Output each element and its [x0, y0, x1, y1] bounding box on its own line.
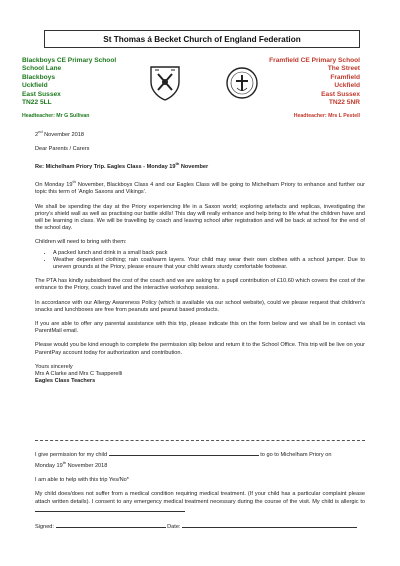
paragraph: We shall be spending the day at the Priory experiencing life in a Saxon world; exploring artefacts and replicas, investigating the priory’s shield wall as well as practising our battle skills! This day will really enhance and help bring to life what the children have and will be learning in class. We will be travelling by coach and leaving school after registration and will be back at school for the end of the school day.: [35, 203, 365, 232]
permission-date-line: Monday 19th November 2018: [35, 460, 108, 470]
address-line: East Sussex: [22, 90, 61, 98]
signature-line: Signed: Date:: [35, 522, 365, 531]
address-line: Uckfield: [22, 82, 48, 90]
letter-date: 2nd November 2018: [35, 129, 84, 138]
address-line: TN22 5LL: [22, 99, 52, 107]
permission-line: I give permission for my child to go to Michelham Priory on: [35, 452, 332, 458]
blackboys-shield-logo: [148, 64, 182, 107]
blackboys-address: [22, 57, 116, 107]
letter-body: [35, 128, 365, 385]
framfield-seal-logo: [225, 64, 259, 107]
address-line: The Street: [327, 65, 360, 73]
help-question: I am able to help with this trip Yes/No*: [35, 477, 129, 484]
paragraph: On Monday 19th November, Blackboys Class 4 and our Eagles Class will be going to Michelham Priory to enhance and further our topic this term of ‘Anglo Saxons and Vikings’.: [35, 179, 365, 196]
salutation: Dear Parents / Carers: [35, 146, 90, 153]
address-line: School Lane: [22, 65, 62, 73]
tear-off-divider: [35, 440, 365, 441]
closing: Yours sincerely: [35, 363, 73, 370]
address-line: Uckfield: [334, 82, 360, 90]
signatories: Mrs A Clarke and Mrs C Tsapperelli: [35, 371, 123, 378]
address-line: Blackboys: [22, 73, 55, 81]
permission-slip: [35, 450, 365, 531]
paragraph: In accordance with our Allergy Awareness Policy (which is available via our school website), could we please request that children’s snacks and lunchboxes are free from peanuts and peanut based products.: [35, 299, 365, 313]
team-name: Eagles Class Teachers: [35, 378, 96, 385]
paragraph: The PTA has kindly subsidised the cost of the coach and we are asking for a pupil contribution of £10.60 which covers the cost of the entrance to the Priory, coach travel and the interactive workshop sessions.: [35, 278, 365, 292]
paragraph: Please would you be kind enough to complete the permission slip below and return it to the School Office. This trip will be live on your ParentPay account today for authorization and contribution.: [35, 342, 366, 356]
blackboys-headteacher: Headteacher: Mr G Sullivan: [22, 113, 90, 119]
address-line: Blackboys CE Primary School: [22, 57, 117, 64]
letter-subject: Re: Michelham Priory Trip. Eagles Class - Monday 19th November: [35, 161, 209, 171]
bring-list: [35, 250, 365, 272]
address-line: Framfield: [330, 73, 360, 81]
allergy-field[interactable]: [35, 506, 185, 512]
list-item: • A packed lunch and drink in a small back pack: [53, 250, 365, 257]
medical-statement: My child does/does not suffer from a medical condition requiring medical treatment. (If your child has a particular complaint please attach written details). I consent to any emergency medical treatment necessary during the course of the visit. My child is allergic to: [35, 491, 365, 515]
paragraph: Children will need to bring with them:: [35, 239, 127, 246]
framfield-headteacher: Headteacher: Mrs L Pestell: [293, 113, 360, 119]
date-field[interactable]: [182, 522, 357, 528]
signature-field[interactable]: [56, 522, 166, 528]
framfield-address: [269, 57, 360, 107]
child-name-field[interactable]: [109, 450, 259, 456]
address-line: East Sussex: [321, 90, 360, 98]
list-item: • Weather dependent clothing; rain coat/warm layers. Your child may wear their own clothes with a school jumper. Due to uneven grounds at the Priory, please ensure that your child wears sturdy comfortable footwear.: [53, 257, 365, 271]
address-line: Framfield CE Primary School: [269, 57, 360, 64]
federation-title: St Thomas á Becket Church of England Federation: [44, 30, 360, 48]
address-line: TN22 5NR: [328, 99, 360, 107]
paragraph: If you are able to offer any parental assistance with this trip, please indicate this on the form below and we shall be in contact via ParentMail email.: [35, 321, 365, 335]
